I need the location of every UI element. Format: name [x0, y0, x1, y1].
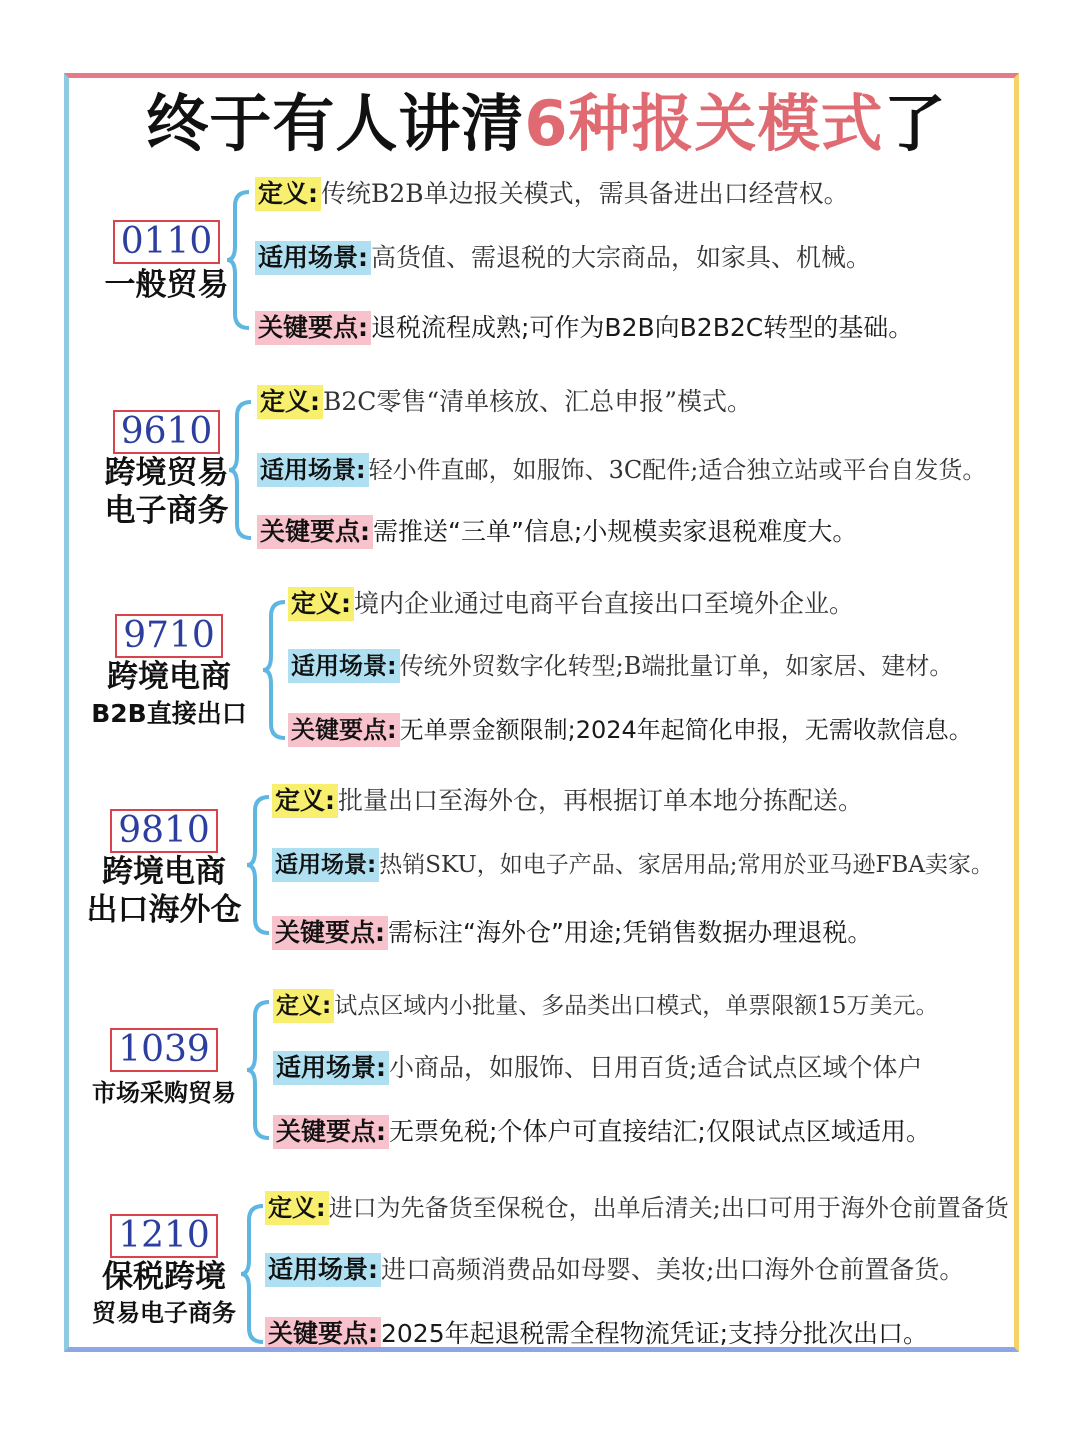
definition-tag: 定义:	[273, 989, 334, 1023]
key-points-text: 退税流程成熟;可作为B2B向B2B2C转型的基础。	[371, 313, 914, 342]
mode-label	[69, 1028, 259, 1110]
key-points-tag: 关键要点:	[257, 515, 373, 549]
key-points-text: 无单票金额限制;2024年起简化申报，无需收款信息。	[399, 716, 973, 744]
mode-name-line-2: 出口海外仓	[86, 892, 242, 928]
title-part-2-highlight: 6种报关模式	[524, 87, 884, 160]
scene-row	[255, 240, 871, 276]
key-points-tag: 关键要点:	[288, 713, 400, 747]
mode-block-9610	[69, 384, 1019, 559]
mode-block-1039	[69, 988, 1019, 1158]
bracket-icon	[227, 190, 253, 330]
mode-code: 1039	[110, 1028, 218, 1072]
definition-row	[272, 783, 863, 819]
scene-tag: 适用场景:	[288, 649, 400, 683]
scene-text: 小商品，如服饰、日用百货;适合试点区域个体户	[389, 1053, 923, 1082]
mode-name-line-2: B2B直接出口	[91, 699, 247, 728]
definition-row	[257, 384, 752, 420]
key-points-row	[272, 915, 872, 951]
definition-text: 传统B2B单边报关模式，需具备进出口经营权。	[321, 179, 849, 208]
mode-name-line-1: 跨境电商	[102, 854, 226, 890]
definition-tag: 定义:	[257, 385, 323, 419]
mode-code: 1210	[110, 1214, 218, 1258]
definition-tag: 定义:	[288, 587, 354, 621]
key-points-row	[265, 1316, 928, 1352]
scene-row	[257, 452, 986, 488]
definition-tag: 定义:	[255, 177, 321, 211]
scene-text: 进口高频消费品如母婴、美妆;出口海外仓前置备货。	[381, 1255, 965, 1284]
key-points-tag: 关键要点:	[273, 1115, 389, 1149]
bracket-icon	[247, 795, 273, 935]
mode-label	[69, 614, 269, 732]
definition-text: 试点区域内小批量、多品类出口模式，单票限额15万美元。	[334, 993, 939, 1019]
mode-label	[69, 809, 259, 929]
key-points-row	[273, 1114, 931, 1150]
key-points-row	[288, 712, 973, 748]
mode-name-line-2: 电子商务	[104, 493, 229, 529]
title-part-3: 了	[883, 87, 947, 160]
key-points-row	[255, 310, 913, 346]
mode-block-9810	[69, 783, 1019, 953]
definition-tag: 定义:	[272, 784, 338, 818]
scene-row	[265, 1252, 964, 1288]
mode-name-line-1: 跨境电商	[107, 659, 231, 695]
definition-row	[255, 176, 849, 212]
scene-tag: 适用场景:	[265, 1253, 381, 1287]
key-points-text: 2025年起退税需全程物流凭证;支持分批次出口。	[381, 1319, 929, 1348]
content-frame	[64, 73, 1019, 1352]
mode-label	[69, 1214, 259, 1330]
mode-code: 9810	[110, 809, 218, 853]
bracket-icon	[229, 400, 255, 540]
key-points-text: 需标注“海外仓”用途;凭销售数据办理退税。	[388, 918, 873, 947]
scene-text: 传统外贸数字化转型;B端批量订单，如家居、建材。	[399, 652, 954, 680]
scene-tag: 适用场景:	[257, 453, 369, 487]
definition-text: B2C零售“清单核放、汇总申报”模式。	[323, 387, 752, 416]
mode-code: 9610	[113, 410, 221, 454]
scene-tag: 适用场景:	[255, 241, 371, 275]
scene-tag: 适用场景:	[272, 848, 379, 882]
title-part-1: 终于有人讲清	[146, 87, 525, 160]
bracket-icon	[263, 600, 289, 740]
mode-name: 一般贸易	[104, 267, 229, 303]
definition-row	[288, 586, 854, 622]
scene-row	[273, 1050, 922, 1086]
mode-name: 市场采购贸易	[92, 1079, 236, 1107]
scene-tag: 适用场景:	[273, 1051, 389, 1085]
definition-text: 进口为先备货至保税仓，出单后清关;出口可用于海外仓前置备货	[328, 1194, 1009, 1222]
mode-block-0110	[69, 176, 1019, 346]
definition-text: 批量出口至海外仓，再根据订单本地分拣配送。	[338, 786, 864, 815]
mode-name-line-1: 保税跨境	[102, 1259, 226, 1295]
mode-block-1210	[69, 1190, 1019, 1352]
definition-row	[265, 1190, 1009, 1226]
definition-text: 境内企业通过电商平台直接出口至境外企业。	[354, 589, 855, 618]
mode-block-9710	[69, 586, 1019, 756]
mode-name-line-2: 贸易电子商务	[92, 1299, 236, 1327]
key-points-tag: 关键要点:	[265, 1317, 381, 1351]
key-points-tag: 关键要点:	[255, 311, 371, 345]
key-points-text: 无票免税;个体户可直接结汇;仅限试点区域适用。	[389, 1117, 931, 1146]
bracket-icon	[241, 1204, 267, 1344]
page-title	[69, 84, 1019, 164]
scene-row	[272, 847, 994, 883]
key-points-tag: 关键要点:	[272, 916, 388, 950]
mode-name-line-1: 跨境贸易	[104, 455, 229, 491]
key-points-row	[257, 514, 857, 550]
definition-tag: 定义:	[265, 1191, 329, 1225]
scene-text: 高货值、需退税的大宗商品，如家具、机械。	[371, 243, 872, 272]
key-points-text: 需推送“三单”信息;小规模卖家退税难度大。	[373, 517, 858, 546]
definition-row	[273, 988, 938, 1024]
scene-text: 热销SKU，如电子产品、家居用品;常用於亚马逊FBA卖家。	[379, 852, 994, 878]
bracket-icon	[247, 1000, 273, 1140]
scene-row	[288, 648, 953, 684]
scene-text: 轻小件直邮，如服饰、3C配件;适合独立站或平台自发货。	[368, 456, 987, 484]
mode-code: 9710	[115, 614, 223, 658]
mode-code: 0110	[113, 220, 221, 264]
